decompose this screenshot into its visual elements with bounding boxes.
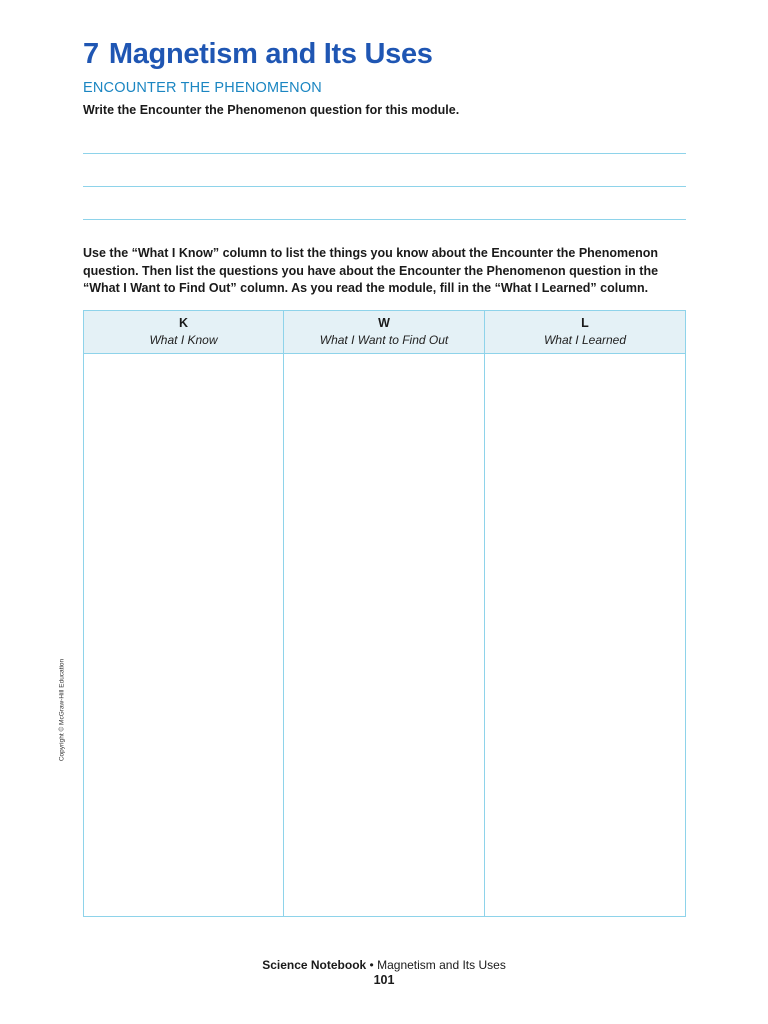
section-heading: ENCOUNTER THE PHENOMENON — [83, 80, 322, 96]
kwl-table — [83, 310, 686, 917]
kwl-letter-w: W — [378, 316, 390, 330]
kwl-letter-k: K — [178, 316, 189, 330]
kwl-header-k — [84, 311, 284, 354]
kwl-label-l: What I Learned — [543, 333, 627, 347]
question-prompt: Write the Encounter the Phenomenon question for this module. — [83, 103, 460, 117]
kwl-cell-l[interactable] — [485, 354, 685, 916]
answer-line-2[interactable] — [83, 186, 686, 187]
kwl-label-k: What I Know — [149, 333, 218, 347]
page-number: 101 — [373, 973, 395, 987]
footer-separator: • — [366, 958, 378, 972]
footer-book-title: Science Notebook — [262, 958, 367, 972]
kwl-instructions: Use the “What I Know” column to list the things you know about the Encounter the Phenomenon question. Then list the questions you have about the Encounter the Phenomenon question in the “What I Want to Find Out” column. As you read the module, fill in the “What I Learned” column. — [83, 246, 659, 295]
page-title — [83, 38, 433, 71]
kwl-letter-l: L — [581, 316, 589, 330]
kwl-cell-w[interactable] — [284, 354, 485, 916]
page-footer — [0, 958, 768, 988]
answer-line-3[interactable] — [83, 219, 686, 220]
kwl-header-l — [485, 311, 685, 354]
kwl-label-w: What I Want to Find Out — [319, 333, 449, 347]
kwl-cell-k[interactable] — [84, 354, 284, 916]
footer-chapter: Magnetism and Its Uses — [377, 958, 506, 972]
answer-line-1[interactable] — [83, 153, 686, 154]
copyright-note: Copyright © McGraw-Hill Education — [58, 658, 66, 762]
module-number: 7 — [83, 38, 99, 70]
module-title: Magnetism and Its Uses — [108, 38, 433, 70]
kwl-header-w — [284, 311, 485, 354]
